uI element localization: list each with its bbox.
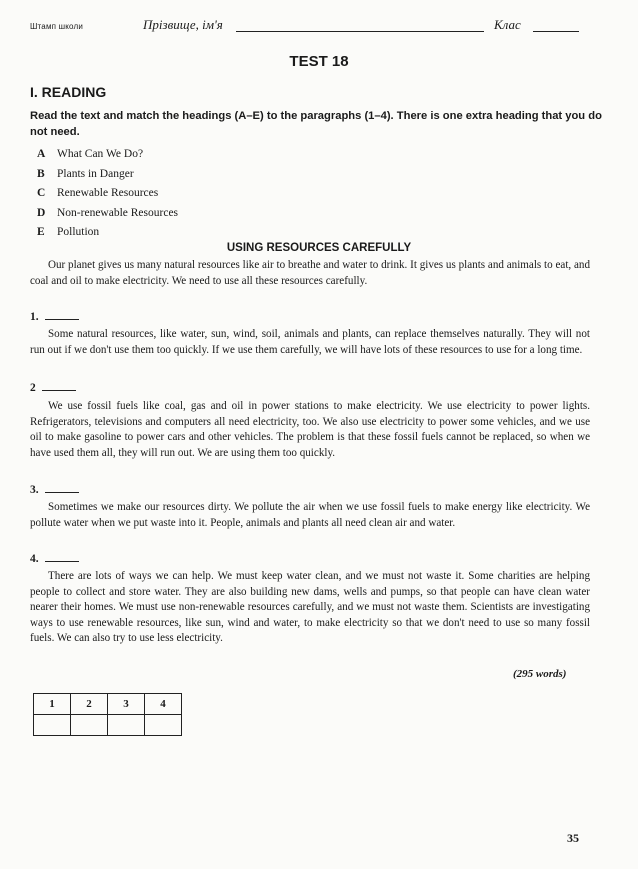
paragraph-number: 1.	[30, 311, 39, 323]
heading-letter: E	[37, 226, 45, 238]
paragraph-4	[30, 569, 590, 647]
answer-table-input-row	[34, 715, 182, 736]
heading-option-c	[37, 184, 178, 204]
heading-option-e	[37, 223, 178, 243]
paragraph-2-number	[30, 381, 76, 394]
heading-letter: D	[37, 206, 46, 219]
paragraph-2	[30, 399, 590, 461]
paragraph-text: We use fossil fuels like coal, gas and oil in power stations to make electricity. We use electricity to power lights. Refrigerators, televisions and computers all need electricity, too. We also use electricity to power some vehicles, and we use oil to make gasoline to power cars and other vehicles. The problem is that these fossil fuels cannot be replaced, so when we have used them all, they will run out. We are using them too quickly.	[30, 400, 590, 459]
answer-blank[interactable]	[45, 483, 79, 493]
heading-text: Renewable Resources	[57, 187, 159, 199]
heading-text: Plants in Danger	[57, 167, 134, 180]
answer-input-cell[interactable]	[71, 715, 108, 736]
paragraph-1	[30, 327, 590, 358]
name-label: Прізвище, ім'я	[143, 17, 223, 32]
paragraph-4-number	[30, 552, 79, 565]
paragraph-3	[30, 500, 590, 531]
answer-blank[interactable]	[45, 310, 79, 320]
answer-number-cell: 1	[34, 694, 71, 715]
heading-letter: A	[37, 148, 46, 160]
intro-text: Our planet gives us many natural resources like air to breathe and water to drink. It gives us plants and animals to eat, and coal and oil to make electricity. We need to use all these resources carefully.	[30, 259, 590, 287]
test-title: TEST 18	[289, 53, 349, 70]
reading-text-title: USING RESOURCES CAREFULLY	[226, 242, 412, 254]
answer-number-cell: 4	[145, 694, 182, 715]
answer-blank[interactable]	[45, 552, 79, 562]
school-stamp-label: Штамп школи	[30, 22, 84, 31]
paragraph-1-number	[30, 310, 79, 323]
heading-letter: C	[37, 187, 46, 199]
heading-option-b	[37, 165, 178, 185]
class-field-line	[533, 31, 579, 32]
heading-text: Pollution	[57, 226, 100, 238]
word-count: (295 words)	[513, 668, 567, 680]
paragraph-number: 3.	[30, 484, 39, 496]
answer-number-cell: 2	[71, 694, 108, 715]
answer-number-cell: 3	[108, 694, 145, 715]
answer-input-cell[interactable]	[108, 715, 145, 736]
page-number: 35	[567, 831, 579, 845]
heading-text: What Can We Do?	[57, 148, 144, 160]
section-title: I. READING	[30, 84, 107, 100]
paragraph-number: 4.	[30, 553, 39, 565]
answer-blank[interactable]	[42, 381, 76, 391]
answer-input-cell[interactable]	[145, 715, 182, 736]
class-label: Клас	[494, 17, 521, 32]
answer-table	[33, 693, 182, 736]
paragraph-number: 2	[30, 382, 36, 394]
headings-list	[37, 145, 178, 243]
intro-paragraph	[30, 258, 590, 289]
answer-table-header-row	[34, 694, 182, 715]
paragraph-text: Sometimes we make our resources dirty. We pollute the air when we use fossil fuels to make energy like electricity. We pollute water when we put waste into it. People, animals and plants all need clean air and water.	[30, 501, 590, 529]
paragraph-3-number	[30, 483, 79, 496]
answer-input-cell[interactable]	[34, 715, 71, 736]
heading-option-a	[37, 145, 178, 165]
name-field-line	[236, 31, 484, 32]
paragraph-text: There are lots of ways we can help. We must keep water clean, and we must not waste it. Some charities are helping people to collect and store water. They are also building new dams, wells and pumps, so that people can have clean water nearer their homes. We must use non-renewable resources carefully, and we must not waste them. Scientists are investigating ways to use renewable resources, like sun, wind and water, to make electricity so that we don't need to use so many fossil fuels. We can also try to use less electricity.	[30, 570, 590, 644]
heading-option-d	[37, 204, 178, 224]
paragraph-text: Some natural resources, like water, sun, wind, soil, animals and plants, can replace themselves naturally. They will not run out if we don't use them too quickly. If we use them carefully, we will have lots of these resources to use for a long time.	[30, 328, 590, 356]
heading-text: Non-renewable Resources	[57, 206, 179, 219]
task-instruction: Read the text and match the headings (A–E) to the paragraphs (1–4). There is one extra heading that you do not need.	[30, 110, 602, 138]
heading-letter: B	[37, 167, 45, 180]
